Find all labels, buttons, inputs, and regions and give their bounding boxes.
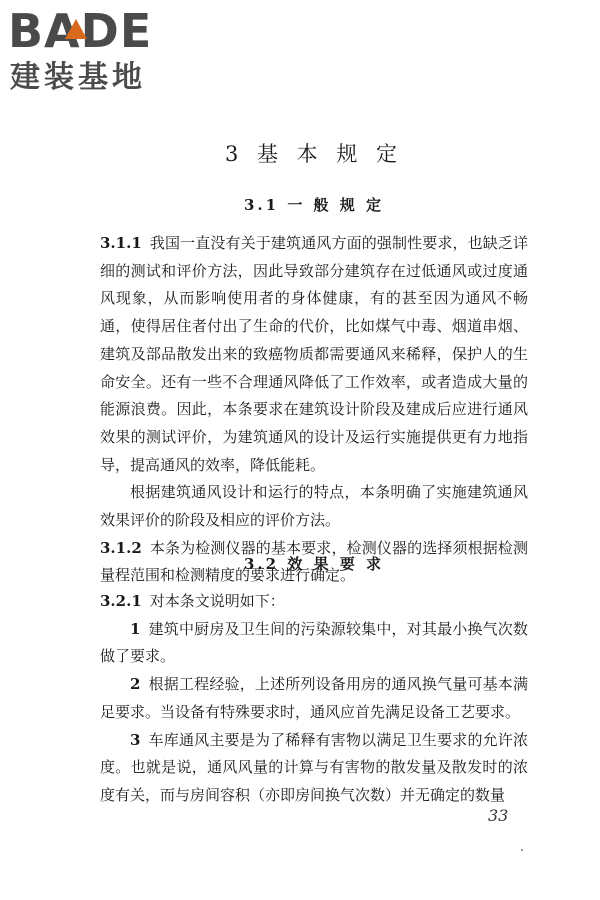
list-item	[100, 727, 528, 810]
item-number: 1	[130, 619, 141, 638]
item-number: 3	[130, 730, 141, 749]
logo-triangle-icon	[65, 19, 87, 39]
item-text: 建筑中厨房及卫生间的污染源较集中，对其最小换气次数做了要求。	[100, 619, 528, 666]
clause-text: 本条为检测仪器的基本要求，检测仪器的选择须根据检测量程范围和检测精度的要求进行确定。	[100, 538, 528, 585]
clause-3-2-1	[100, 588, 528, 616]
section-3-2-title: 3.2 效 果 要 求	[244, 555, 384, 573]
clause-text: 我国一直没有关于建筑通风方面的强制性要求，也缺乏详细的测试和评价方法，因此导致部分建筑存在过低通风或过度通风现象，从而影响使用者的身体健康，有的甚至因为通风不畅通，使得居住者付出了生命的代价，比如煤气中毒、烟道串烟、建筑及部品散发出来的致癌物质都需要通风来稀释，保护人的生命安全。还有一些不合理通风降低了工作效率，或者造成大量的能源浪费。因此，本条要求在建筑设计阶段及建成后应进行通风效果的测试评价，为建筑通风的设计及运行实施提供更有力地指导，提高通风的效率，降低能耗。	[100, 234, 528, 474]
page-number: 33	[488, 806, 509, 825]
section-3-1-body	[100, 230, 528, 590]
logo-text-cn: 建装基地	[10, 60, 146, 95]
brand-logo	[8, 6, 183, 101]
item-number: 2	[130, 675, 141, 694]
item-text: 车库通风主要是为了稀释有害物以满足卫生要求的允许浓度。也就是说，通风风量的计算与有害物的散发量及散发时的浓度有关，而与房间容积（亦即房间换气次数）并无确定的数量	[100, 730, 528, 804]
list-item	[100, 616, 528, 671]
clause-text: 对本条文说明如下：	[149, 592, 285, 610]
chapter-title: 3 基 本 规 定	[224, 142, 404, 166]
list-item	[100, 671, 528, 726]
scan-speck	[521, 849, 523, 851]
clause-number: 3.2.1	[100, 592, 142, 610]
section-3-2-body	[100, 588, 528, 810]
item-text: 根据工程经验，上述所列设备用房的通风换气量可基本满足要求。当设备有特殊要求时，通风应首先满足设备工艺要求。	[100, 675, 528, 721]
clause-number: 3.1.1	[100, 234, 142, 252]
section-3-1-title: 3.1 一 般 规 定	[244, 196, 384, 214]
clause-3-1-1	[100, 230, 528, 479]
clause-number: 3.1.2	[100, 538, 142, 557]
clause-3-1-1-para-2: 根据建筑通风设计和运行的特点，本条明确了实施建筑通风效果评价的阶段及相应的评价方法。	[100, 483, 528, 530]
logo-text-en: BADE	[8, 4, 153, 58]
